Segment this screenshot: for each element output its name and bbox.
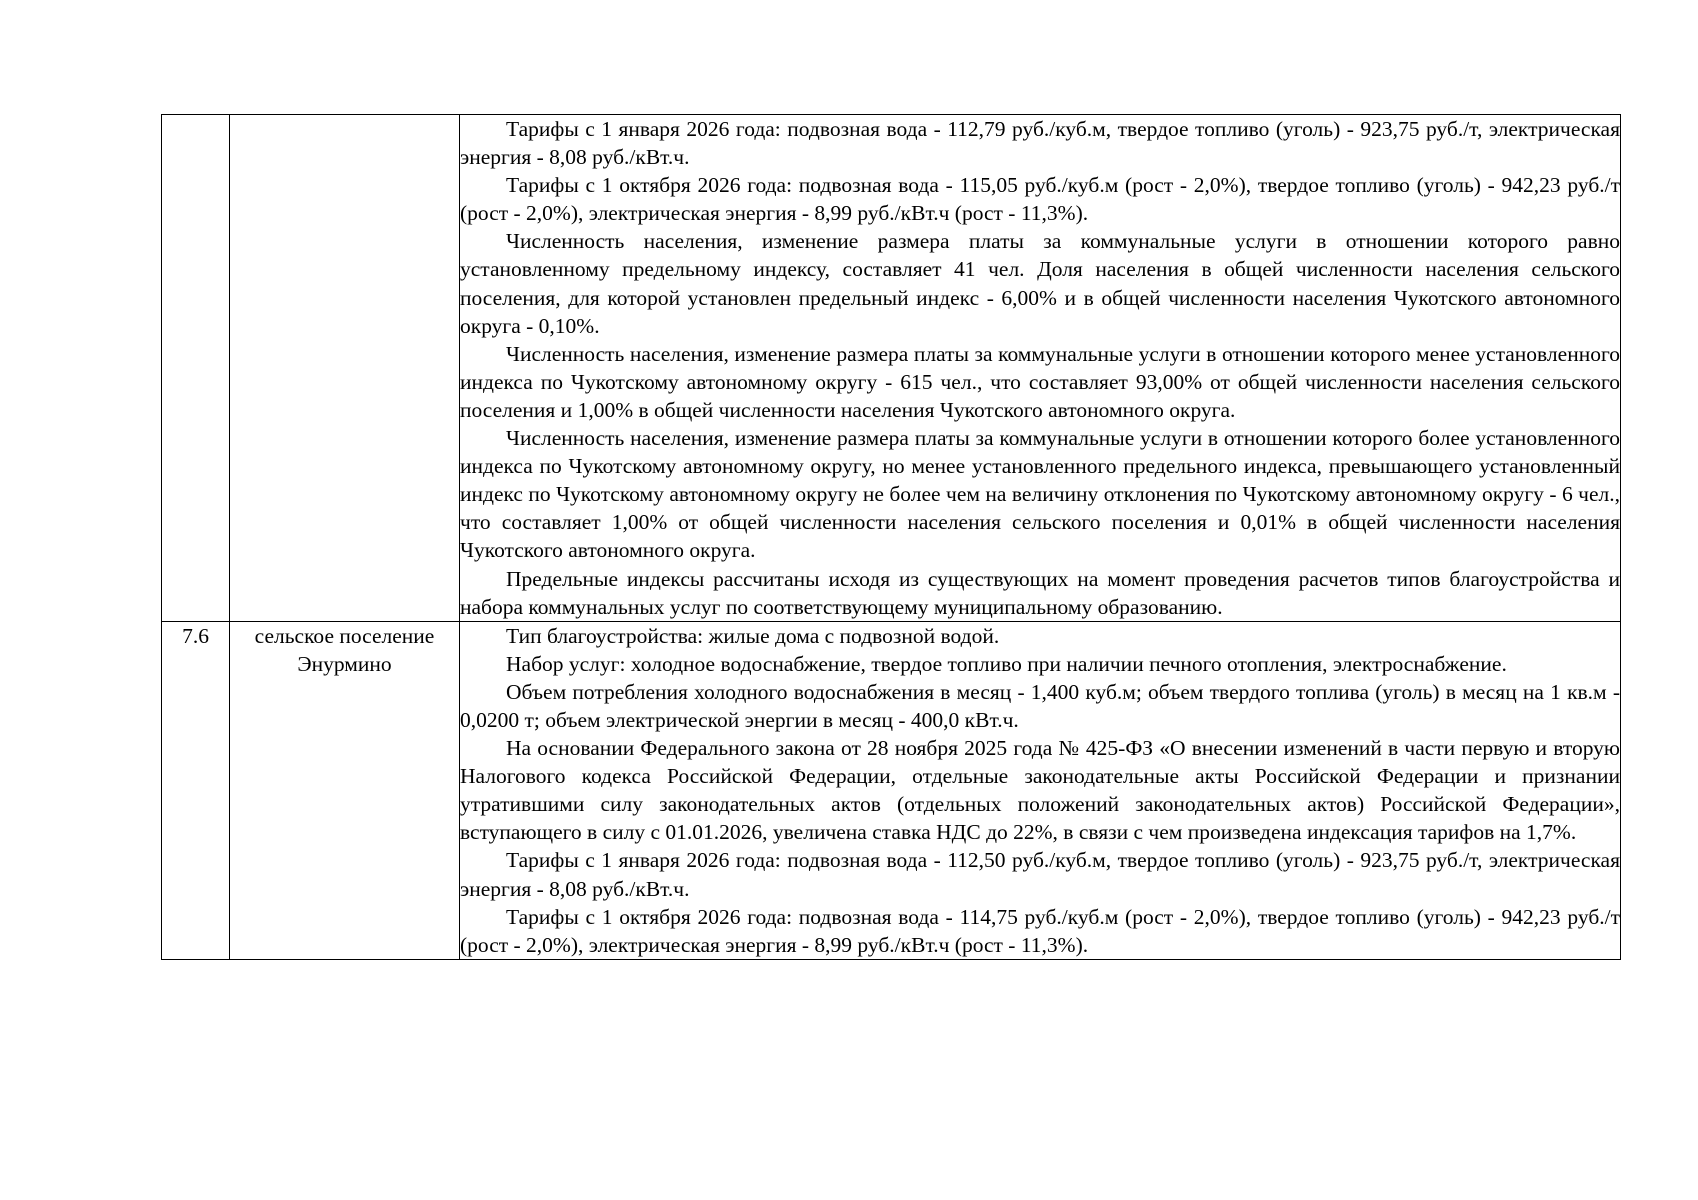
paragraph: Численность населения, изменение размера платы за коммунальные услуги в отношении которого более установленного индекса по Чукотскому автономному округу, но менее установленного предельного индекса, превышающего установленный индекс по Чукотскому автономному округу не более чем на величину отклонения по Чукотскому автономному округу - 6 чел., что составляет 1,00% от общей численности населения сельского поселения и 0,01% в общей численности населения Чукотского автономного округа.: [460, 426, 1620, 563]
row-number-cell: [162, 115, 230, 622]
tariff-table: [161, 114, 1621, 960]
paragraph: Тарифы с 1 октября 2026 года: подвозная вода - 114,75 руб./куб.м (рост - 2,0%), твердое топливо (уголь) - 942,23 руб./т (рост - 2,0%), электрическая энергия - 8,99 руб./кВт.ч (рост - 11,3%).: [460, 904, 1620, 957]
settlement-name-cell: [230, 621, 460, 959]
settlement-name: Энурмино: [297, 651, 392, 676]
paragraph: Тип благоустройства: жилые дома с подвозной водой.: [506, 623, 1000, 648]
paragraph: Набор услуг: холодное водоснабжение, твердое топливо при наличии печного отопления, электроснабжение.: [506, 651, 1507, 676]
paragraph: Численность населения, изменение размера платы за коммунальные услуги в отношении которого менее установленного индекса по Чукотскому автономному округу - 615 чел., что составляет 93,00% от общей численности населения сельского поселения и 1,00% в общей численности населения Чукотского автономного округа.: [460, 341, 1620, 422]
paragraph: На основании Федерального закона от 28 ноября 2025 года № 425-ФЗ «О внесении изменений в части первую и вторую Налогового кодекса Российской Федерации, отдельные законодательные акты Российской Федерации и признании утратившими силу законодательных актов (отдельных положений законодательных актов) Российской Федерации», вступающего в силу с 01.01.2026, увеличена ставка НДС до 22%, в связи с чем произведена индексация тарифов на 1,7%.: [460, 736, 1620, 845]
settlement-name-cell: [230, 115, 460, 622]
paragraph: Тарифы с 1 января 2026 года: подвозная вода - 112,50 руб./куб.м, твердое топливо (уголь) - 923,75 руб./т, электрическая энергия - 8,08 руб./кВт.ч.: [460, 848, 1620, 901]
settlement-type: сельское поселение: [254, 623, 435, 648]
paragraph: Объем потребления холодного водоснабжения в месяц - 1,400 куб.м; объем твердого топлива (уголь) в месяц на 1 кв.м - 0,0200 т; объем электрической энергии в месяц - 400,0 кВт.ч.: [460, 679, 1620, 732]
paragraph: Предельные индексы рассчитаны исходя из существующих на момент проведения расчетов типов благоустройства и набора коммунальных услуг по соответствующему муниципальному образованию.: [460, 566, 1620, 619]
paragraph: Тарифы с 1 октября 2026 года: подвозная вода - 115,05 руб./куб.м (рост - 2,0%), твердое топливо (уголь) - 942,23 руб./т (рост - 2,0%), электрическая энергия - 8,99 руб./кВт.ч (рост - 11,3%).: [460, 173, 1620, 226]
paragraph: Тарифы с 1 января 2026 года: подвозная вода - 112,79 руб./куб.м, твердое топливо (уголь) - 923,75 руб./т, электрическая энергия - 8,08 руб./кВт.ч.: [460, 117, 1620, 170]
row-number-cell: 7.6: [162, 621, 230, 959]
table-row: [162, 621, 1621, 959]
description-cell: [460, 621, 1621, 959]
description-cell: [460, 115, 1621, 622]
paragraph: Численность населения, изменение размера платы за коммунальные услуги в отношении которого равно установленному предельному индексу, составляет 41 чел. Доля населения в общей численности населения сельского поселения, для которой установлен предельный индекс - 6,00% и в общей численности населения Чукотского автономного округа - 0,10%.: [460, 229, 1620, 338]
table-row: [162, 115, 1621, 622]
